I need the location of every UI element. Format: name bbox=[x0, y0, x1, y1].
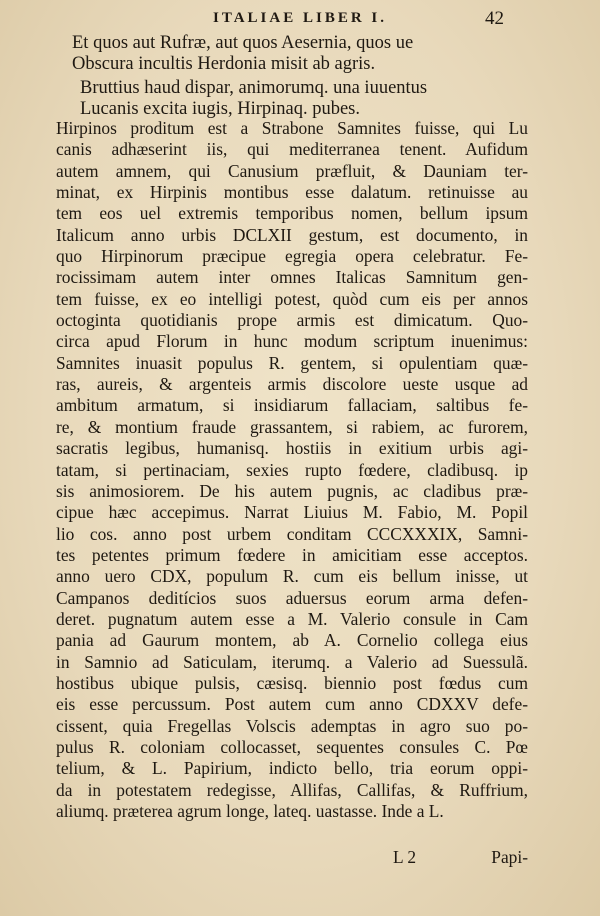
prose-line: rocissimam autem inter omnes Italicas Samnitum gen- bbox=[56, 267, 528, 288]
prose-line: sis animosiorem. De his autem pugnis, ac cladibus præ- bbox=[56, 480, 528, 501]
prose-line: Hirpinos proditum est a Strabone Samnites fuisse, qui Lu bbox=[56, 118, 528, 138]
prose-line: in Samnio ad Saticulam, iterumq. a Valerio ad Suessulã. bbox=[56, 651, 528, 672]
prose-line: re, & montium fraude grassantem, si rabiem, ac furorem, bbox=[56, 416, 528, 437]
verse-line: Lucanis excita iugis, Hirpinaq. pubes. bbox=[80, 99, 361, 119]
prose-line: hostibus ubique pulsis, cæsisq. biennio post fœdus cum bbox=[56, 672, 528, 693]
prose-line: autem amnem, qui Canusium præfluit, & Dauniam ter- bbox=[56, 160, 528, 181]
prose-line: Italicum anno urbis DCLXII gestum, est documento, in bbox=[56, 224, 528, 245]
prose-line: sacratis legibus, humanisq. hostiis in exitium urbis agi- bbox=[56, 438, 528, 459]
prose-line: quo Hirpinorum præcipue egregia opera celebratur. Fe- bbox=[56, 246, 528, 267]
prose-line: pania ad Gaurum montem, ab A. Cornelio collega eius bbox=[56, 630, 528, 651]
prose-line: circa apud Florum in hunc modum scriptum inuenimus: bbox=[56, 331, 528, 352]
prose-line: cissent, quia Fregellas Volscis ademptas in agro suo po- bbox=[56, 715, 528, 736]
prose-line: aliumq. præterea agrum longe, lateq. uastasse. Inde a L. bbox=[56, 801, 444, 821]
verse-line: Bruttius haud dispar, animorumq. una iuuentus bbox=[80, 78, 428, 98]
prose-line: pulus R. coloniam collocasset, sequentes consules C. Pœ bbox=[56, 736, 528, 757]
prose-line: ambitum armatum, si insidiarum fallaciam, saltibus fe- bbox=[56, 395, 528, 416]
prose-line: eis esse percussum. Post autem cum anno CDXXV defe- bbox=[56, 694, 528, 715]
prose-line: octoginta quotidianis prope armis est dimicatum. Quo- bbox=[56, 310, 528, 331]
prose-line: lio cos. anno post urbem conditam CCCXXXIX, Samni- bbox=[56, 523, 528, 544]
prose-line: telium, & L. Papirium, indicto bello, tria eorum oppi- bbox=[56, 758, 528, 779]
page-number: 42 bbox=[485, 8, 504, 29]
signature-mark: L 2 bbox=[393, 847, 417, 867]
page-footer bbox=[56, 847, 528, 871]
prose-body bbox=[56, 118, 528, 822]
prose-line: tem eos uel extremis temporibus nomen, bellum ipsum bbox=[56, 203, 528, 224]
prose-line: anno uero CDX, populum R. cum eis bellum inisse, ut bbox=[56, 566, 528, 587]
verse-line: Et quos aut Rufræ, aut quos Aesernia, quos ue bbox=[72, 33, 414, 53]
verse-line: Obscura incultis Herdonia misit ab agris. bbox=[72, 54, 376, 74]
catchword: Papi- bbox=[491, 847, 528, 867]
prose-line: da in potestatem redegisse, Allifas, Callifas, & Ruffrium, bbox=[56, 779, 528, 800]
prose-line: Campanos deditícios suos aduersus eorum arma defen- bbox=[56, 587, 528, 608]
prose-line: tem fuisse, ex eo intelligi potest, quòd cum eis per annos bbox=[56, 288, 528, 309]
prose-line: Samnites inuasit populus R. gentem, si opulentiam quæ- bbox=[56, 352, 528, 373]
prose-line: minat, ex Hirpinis montibus esse dalatum. retinuisse au bbox=[56, 182, 528, 203]
prose-line: tatam, si pertinaciam, sexies rupto fœdere, cladibusq. ip bbox=[56, 459, 528, 480]
prose-line: cipue hæc accepimus. Narrat Liuius M. Fabio, M. Popil bbox=[56, 502, 528, 523]
running-head: ITALIAE LIBER I. bbox=[212, 10, 387, 26]
prose-line: canis adhæserint iis, qui mediterranea tenent. Aufidum bbox=[56, 139, 528, 160]
prose-line: ras, aureis, & argenteis armis discolore ueste usque ad bbox=[56, 374, 528, 395]
prose-line: deret. pugnatum autem esse a M. Valerio consule in Cam bbox=[56, 608, 528, 629]
prose-line: tes petentes primum fœdere in amicitiam esse acceptos. bbox=[56, 544, 528, 565]
